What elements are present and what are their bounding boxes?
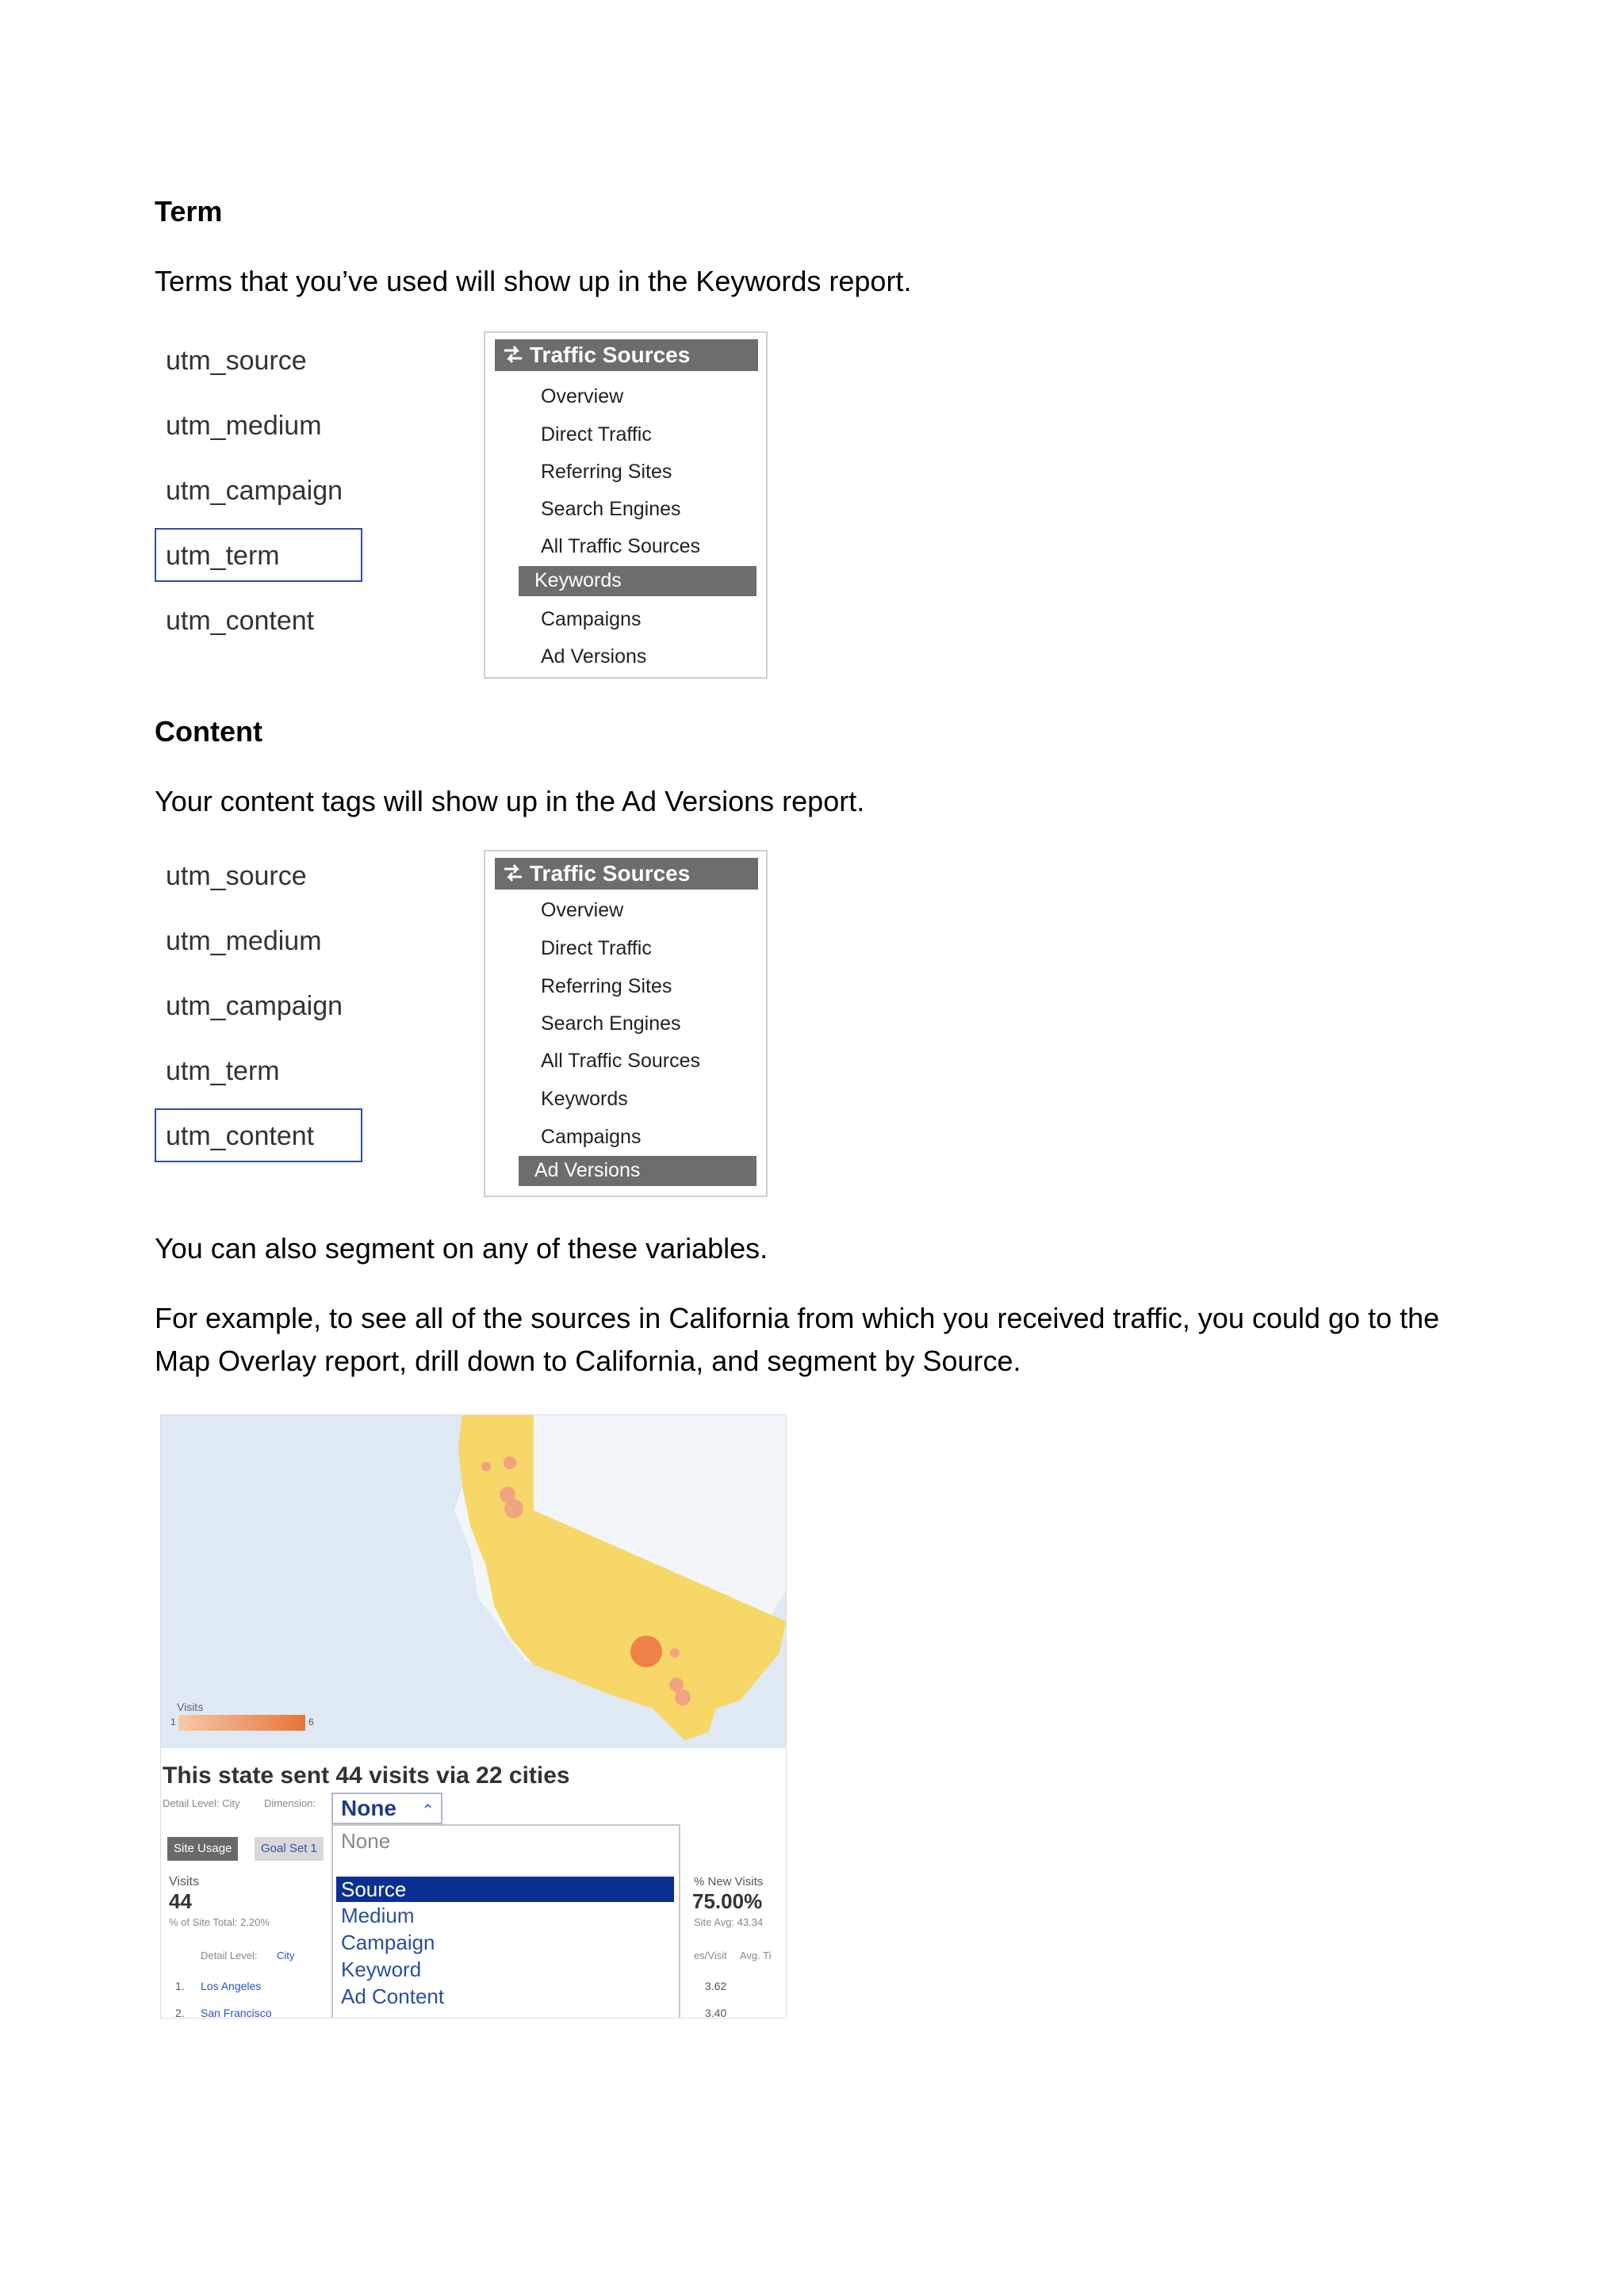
legend-max: 6 xyxy=(308,1716,314,1728)
utm-term-label: utm_term xyxy=(155,528,362,582)
row-1-value: 3.62 xyxy=(705,1980,727,1992)
col-detail-level: Detail Level: xyxy=(201,1950,258,1961)
utm-content-label: utm_content xyxy=(166,606,315,636)
traffic-sources-menu-ad-versions xyxy=(484,850,768,1197)
content-heading: Content xyxy=(155,715,262,748)
menu-item-campaigns[interactable]: Campaigns xyxy=(541,1126,642,1148)
menu-item-overview[interactable]: Overview xyxy=(541,899,624,921)
utm-source-label: utm_source xyxy=(166,861,307,891)
california-map xyxy=(161,1415,786,1748)
state-summary-title: This state sent 44 visits via 22 cities xyxy=(163,1762,570,1789)
legend-label: Visits xyxy=(177,1701,204,1713)
col-avg-time: Avg. Ti xyxy=(740,1950,772,1961)
term-heading: Term xyxy=(155,195,223,228)
legend-gradient xyxy=(178,1715,305,1731)
tab-site-usage[interactable]: Site Usage xyxy=(167,1837,238,1861)
col-pages-per-visit: es/Visit xyxy=(694,1950,727,1961)
col-city[interactable]: City xyxy=(277,1950,295,1961)
dropdown-selected: None xyxy=(341,1796,396,1820)
option-medium[interactable]: Medium xyxy=(341,1904,415,1927)
menu-item-direct-traffic[interactable]: Direct Traffic xyxy=(541,937,652,959)
example-text: For example, to see all of the sources in California from which you received traffic, you could go to the Map Overlay report, drill down to California, and segment by Source. xyxy=(155,1302,1440,1377)
option-campaign[interactable]: Campaign xyxy=(341,1931,435,1954)
menu-item-campaigns[interactable]: Campaigns xyxy=(541,608,642,630)
city-marker[interactable] xyxy=(630,1636,662,1667)
menu-item-keywords[interactable]: Keywords xyxy=(541,1088,628,1110)
option-keyword[interactable]: Keyword xyxy=(341,1957,422,1981)
dimension-label: Dimension: xyxy=(264,1797,316,1809)
utm-campaign-label: utm_campaign xyxy=(166,991,343,1021)
menu-item-direct-traffic[interactable]: Direct Traffic xyxy=(541,423,652,446)
menu-item-ad-versions[interactable]: Ad Versions xyxy=(541,645,647,668)
menu-title[interactable]: Traffic Sources xyxy=(495,858,758,890)
menu-item-all-traffic-sources[interactable]: All Traffic Sources xyxy=(541,1050,701,1072)
tab-goal-set-1[interactable]: Goal Set 1 xyxy=(255,1837,324,1861)
menu-item-search-engines[interactable]: Search Engines xyxy=(541,1012,681,1035)
visits-sub: % of Site Total: 2.20% xyxy=(169,1916,270,1928)
visits-value: 44 xyxy=(169,1889,192,1913)
menu-item-all-traffic-sources[interactable]: All Traffic Sources xyxy=(541,535,701,557)
menu-item-overview[interactable]: Overview xyxy=(541,385,624,408)
map-overlay-figure xyxy=(160,1414,787,2019)
menu-item-referring-sites[interactable]: Referring Sites xyxy=(541,461,672,483)
row-2-value: 3.40 xyxy=(705,2007,727,2019)
utm-medium-label: utm_medium xyxy=(166,926,322,956)
row-1-city[interactable]: Los Angeles xyxy=(201,1980,262,1992)
dimension-dropdown-list xyxy=(331,1824,680,2019)
menu-item-referring-sites[interactable]: Referring Sites xyxy=(541,975,672,997)
term-description: Terms that you’ve used will show up in the Keywords report. xyxy=(155,265,912,297)
utm-campaign-label: utm_campaign xyxy=(166,476,343,506)
city-marker[interactable] xyxy=(504,1499,523,1518)
menu-item-keywords[interactable]: Keywords xyxy=(519,566,756,596)
traffic-arrows-icon xyxy=(501,861,525,885)
content-description: Your content tags will show up in the Ad Versions report. xyxy=(155,785,865,817)
traffic-sources-menu-keywords xyxy=(484,331,768,679)
segment-text: You can also segment on any of these variables. xyxy=(155,1232,768,1265)
california-shape xyxy=(161,1415,786,1748)
option-source[interactable]: Source xyxy=(336,1877,674,1902)
city-marker[interactable] xyxy=(481,1462,491,1471)
dimension-dropdown[interactable] xyxy=(331,1793,442,1824)
menu-item-ad-versions[interactable]: Ad Versions xyxy=(519,1156,756,1186)
row-2-city[interactable]: San Francisco xyxy=(201,2007,272,2019)
chevron-up-icon: ⌃ xyxy=(421,1802,435,1820)
city-marker[interactable] xyxy=(670,1648,680,1658)
visits-legend xyxy=(170,1701,313,1740)
menu-title[interactable]: Traffic Sources xyxy=(495,339,758,371)
detail-level-label: Detail Level: City xyxy=(163,1797,240,1809)
new-visits-sub: Site Avg: 43.34 xyxy=(694,1916,764,1928)
legend-min: 1 xyxy=(170,1716,176,1728)
utm-content-label: utm_content xyxy=(155,1108,362,1162)
traffic-arrows-icon xyxy=(501,342,525,366)
row-1-num: 1. xyxy=(175,1980,185,1992)
row-2-num: 2. xyxy=(175,2007,185,2019)
menu-item-search-engines[interactable]: Search Engines xyxy=(541,498,681,520)
option-none[interactable]: None xyxy=(341,1829,391,1853)
new-visits-value: 75.00% xyxy=(692,1889,763,1913)
city-marker[interactable] xyxy=(675,1689,691,1705)
option-ad-content[interactable]: Ad Content xyxy=(341,1984,445,2008)
city-marker[interactable] xyxy=(504,1456,516,1469)
utm-term-label: utm_term xyxy=(166,1056,280,1086)
visits-label: Visits xyxy=(169,1875,199,1888)
new-visits-label: % New Visits xyxy=(694,1875,764,1888)
utm-medium-label: utm_medium xyxy=(166,411,322,441)
utm-source-label: utm_source xyxy=(166,346,307,376)
